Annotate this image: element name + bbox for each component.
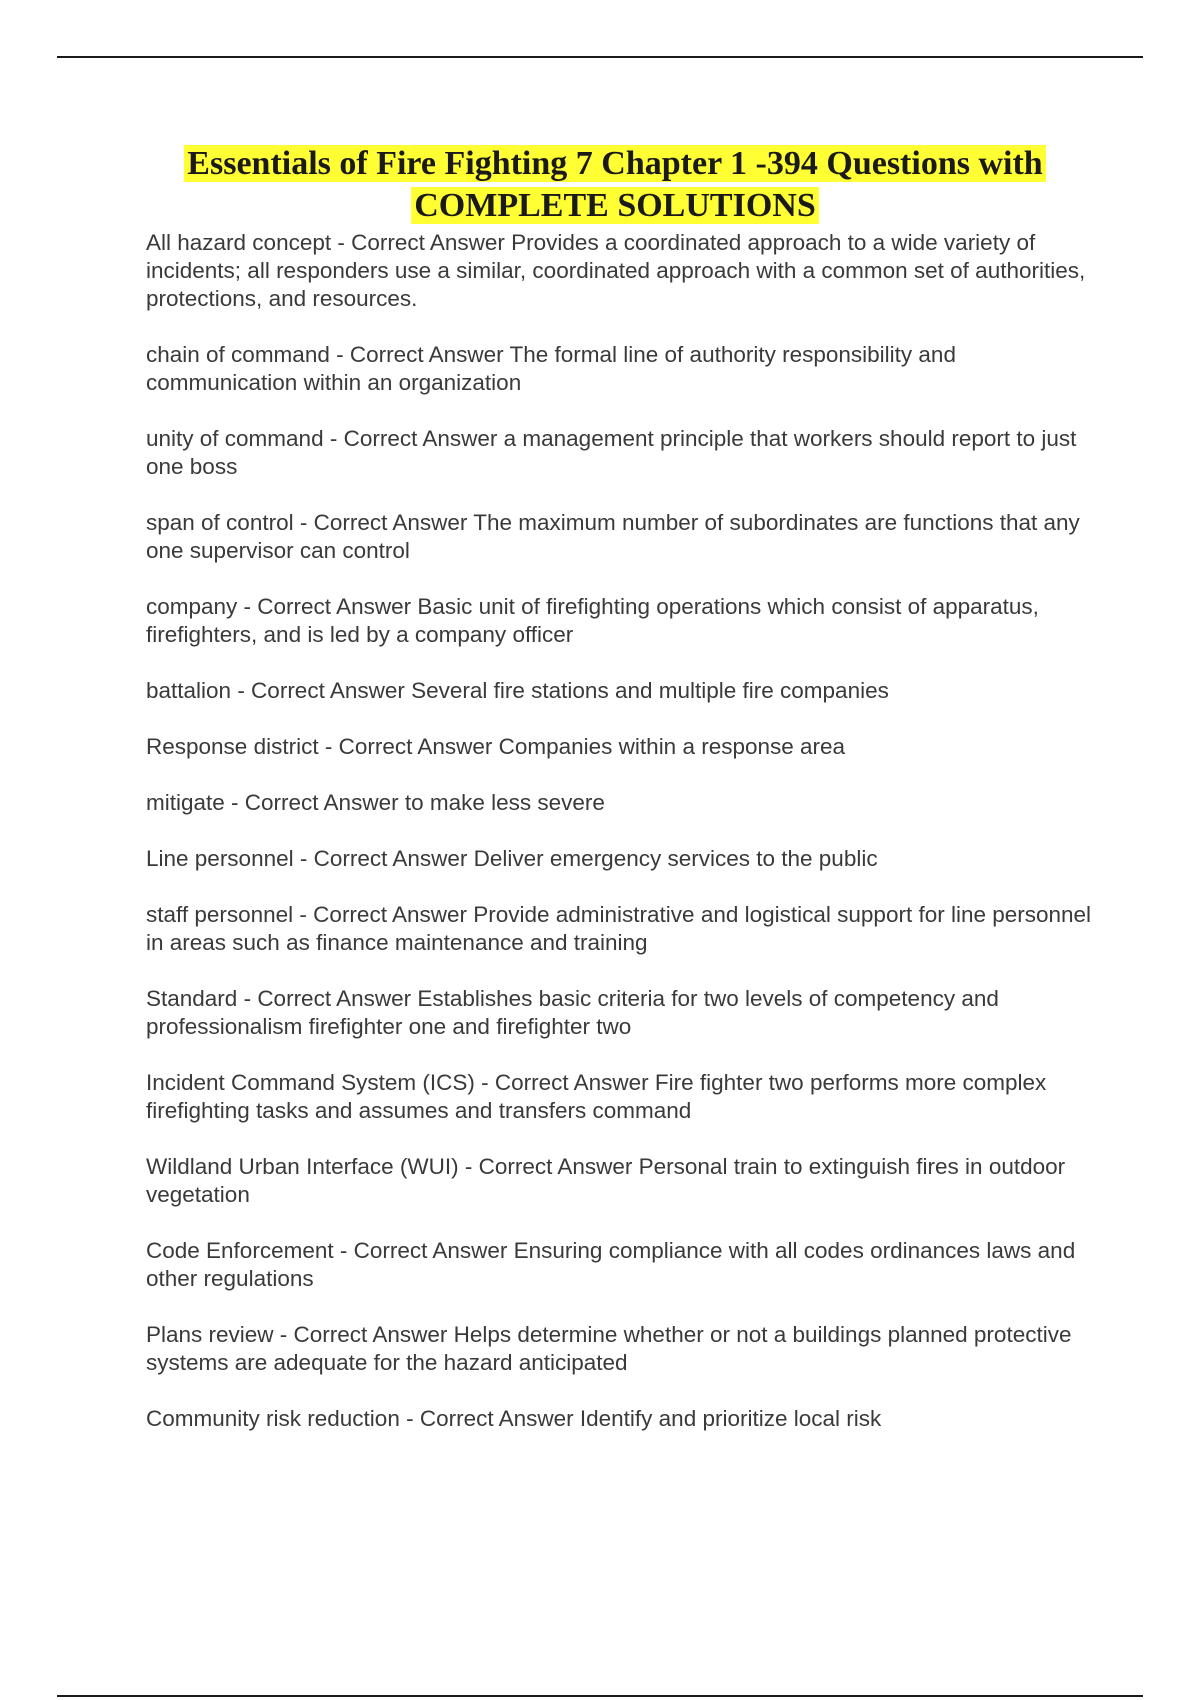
qa-entry: Standard - Correct Answer Establishes basic criteria for two levels of competency and professionalism firefighter one and firefighter two — [146, 986, 999, 1039]
bottom-rule — [57, 1695, 1143, 1697]
qa-entry: unity of command - Correct Answer a management principle that workers should report to just one boss — [146, 426, 1077, 479]
qa-entry: Plans review - Correct Answer Helps determine whether or not a buildings planned protective systems are adequate for the hazard anticipated — [146, 1322, 1072, 1375]
qa-entry: battalion - Correct Answer Several fire stations and multiple fire companies — [146, 678, 889, 703]
qa-entry: Code Enforcement - Correct Answer Ensuring compliance with all codes ordinances laws and other regulations — [146, 1238, 1076, 1291]
qa-entry: span of control - Correct Answer The maximum number of subordinates are functions that any one supervisor can control — [146, 510, 1080, 563]
qa-entry: Community risk reduction - Correct Answer Identify and prioritize local risk — [146, 1406, 882, 1431]
top-rule — [57, 56, 1143, 58]
qa-entry: Incident Command System (ICS) - Correct Answer Fire fighter two performs more complex firefighting tasks and assumes and transfers command — [146, 1070, 1047, 1123]
qa-entry: chain of command - Correct Answer The formal line of authority responsibility and communication within an organization — [146, 342, 956, 395]
qa-entry: mitigate - Correct Answer to make less severe — [146, 790, 605, 815]
title-highlight: Essentials of Fire Fighting 7 Chapter 1 -394 Questions with COMPLETE SOLUTIONS — [184, 145, 1045, 224]
qa-entry: staff personnel - Correct Answer Provide administrative and logistical support for line personnel in areas such as finance maintenance and training — [146, 902, 1092, 955]
qa-entry: Response district - Correct Answer Companies within a response area — [146, 734, 846, 759]
qa-entry: All hazard concept - Correct Answer Provides a coordinated approach to a wide variety of incidents; all responders use a similar, coordinated approach with a common set of authorities, protections, and resources. — [146, 230, 1086, 311]
qa-entry: Wildland Urban Interface (WUI) - Correct Answer Personal train to extinguish fires in outdoor vegetation — [146, 1154, 1066, 1207]
document-title — [145, 143, 1085, 227]
qa-list — [146, 229, 1096, 1461]
qa-entry: Line personnel - Correct Answer Deliver emergency services to the public — [146, 846, 878, 871]
qa-entry: company - Correct Answer Basic unit of firefighting operations which consist of apparatus, firefighters, and is led by a company officer — [146, 594, 1039, 647]
